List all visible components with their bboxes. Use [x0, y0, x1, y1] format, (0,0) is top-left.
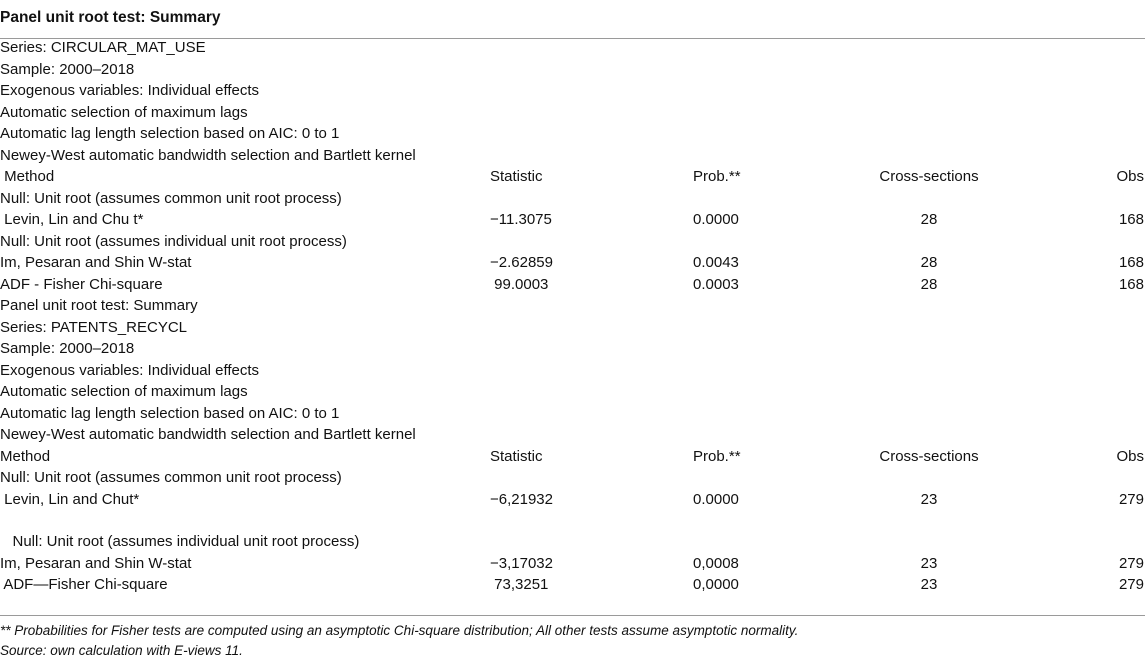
- row-label: Automatic selection of maximum lags: [0, 104, 248, 121]
- row-label: Null: Unit root (assumes individual unit root process): [0, 233, 347, 250]
- table-row: [0, 37, 1145, 58]
- cross-sections-cell: 28: [920, 211, 938, 228]
- table-row: [0, 360, 1145, 381]
- bottom-rule: [0, 615, 1145, 616]
- statistic-cell: −11.3075: [490, 211, 552, 228]
- statistic-cell: 73,3251: [490, 576, 549, 593]
- table-row: [0, 274, 1145, 295]
- obs-cell: Obs: [1116, 168, 1144, 185]
- obs-cell: Obs: [1116, 448, 1144, 465]
- prob-cell: 0.0000: [693, 491, 739, 508]
- table-row: [0, 252, 1145, 273]
- row-label: Exogenous variables: Individual effects: [0, 82, 260, 99]
- row-label: Automatic lag length selection based on AIC: 0 to 1: [0, 125, 340, 142]
- table-row: [0, 166, 1145, 187]
- row-label: ADF - Fisher Chi-square: [0, 276, 163, 293]
- row-label: Sample: 2000–2018: [0, 61, 135, 78]
- prob-cell: Prob.**: [693, 168, 741, 185]
- cross-sections-cell: Cross-sections: [879, 448, 979, 465]
- table-row: [0, 489, 1145, 510]
- row-label: Sample: 2000–2018: [0, 340, 135, 357]
- obs-cell: 279: [1118, 576, 1144, 593]
- obs-cell: 168: [1118, 276, 1144, 293]
- table-row: [0, 231, 1145, 252]
- table-row: [0, 80, 1145, 101]
- prob-cell: 0.0000: [693, 211, 739, 228]
- row-label: Automatic selection of maximum lags: [0, 383, 248, 400]
- statistic-cell: Statistic: [490, 168, 543, 185]
- row-label: Method: [0, 448, 51, 465]
- prob-cell: 0.0043: [693, 254, 739, 271]
- table-row: [0, 467, 1145, 488]
- table-row: [0, 188, 1145, 209]
- table-row: [0, 145, 1145, 166]
- table-row: [0, 574, 1145, 595]
- row-label: Null: Unit root (assumes individual unit root process): [0, 533, 360, 550]
- obs-cell: 279: [1118, 491, 1144, 508]
- table-row: [0, 424, 1145, 445]
- row-label: Series: CIRCULAR_MAT_USE: [0, 39, 206, 56]
- table-row: [0, 381, 1145, 402]
- row-label: Im, Pesaran and Shin W-stat: [0, 254, 192, 271]
- row-label: Exogenous variables: Individual effects: [0, 362, 260, 379]
- table-row: [0, 446, 1145, 467]
- row-label: Newey-West automatic bandwidth selection and Bartlett kernel: [0, 147, 416, 164]
- cross-sections-cell: 23: [920, 491, 938, 508]
- row-label: Newey-West automatic bandwidth selection and Bartlett kernel: [0, 426, 416, 443]
- table-row: [0, 209, 1145, 230]
- row-label: Null: Unit root (assumes common unit root process): [0, 190, 342, 207]
- table-row: [0, 403, 1145, 424]
- row-label: Automatic lag length selection based on AIC: 0 to 1: [0, 405, 340, 422]
- table-title: Panel unit root test: Summary: [0, 9, 221, 26]
- table-row: [0, 531, 1145, 552]
- obs-cell: 279: [1118, 555, 1144, 572]
- table-row: [0, 59, 1145, 80]
- prob-cell: 0,0000: [693, 576, 739, 593]
- row-label: Levin, Lin and Chut*: [0, 491, 140, 508]
- table-row: [0, 317, 1145, 338]
- row-label: ADF—Fisher Chi-square: [0, 576, 168, 593]
- cross-sections-cell: 23: [920, 576, 938, 593]
- table-row: [0, 102, 1145, 123]
- prob-cell: 0,0008: [693, 555, 739, 572]
- table-row: [0, 338, 1145, 359]
- footnote-probabilities: ** Probabilities for Fisher tests are computed using an asymptotic Chi-square distribution; All other tests assume asymptotic normality.: [0, 623, 799, 638]
- row-label: Levin, Lin and Chu t*: [0, 211, 144, 228]
- cross-sections-cell: 23: [920, 555, 938, 572]
- table-row: [0, 123, 1145, 144]
- row-label: Null: Unit root (assumes common unit root process): [0, 469, 342, 486]
- row-label: Series: PATENTS_RECYCL: [0, 319, 187, 336]
- table-row: [0, 553, 1145, 574]
- cross-sections-cell: 28: [920, 254, 938, 271]
- cross-sections-cell: 28: [920, 276, 938, 293]
- obs-cell: 168: [1118, 254, 1144, 271]
- prob-cell: Prob.**: [693, 448, 741, 465]
- statistic-cell: Statistic: [490, 448, 543, 465]
- statistic-cell: −2.62859: [490, 254, 553, 271]
- statistic-cell: −3,17032: [490, 555, 553, 572]
- footnote-source: Source: own calculation with E-views 11.: [0, 643, 243, 658]
- row-label: Method: [0, 168, 55, 185]
- row-label: Panel unit root test: Summary: [0, 297, 198, 314]
- row-label: Im, Pesaran and Shin W-stat: [0, 555, 192, 572]
- obs-cell: 168: [1118, 211, 1144, 228]
- prob-cell: 0.0003: [693, 276, 739, 293]
- table-row: [0, 295, 1145, 316]
- cross-sections-cell: Cross-sections: [879, 168, 979, 185]
- statistic-cell: 99.0003: [490, 276, 549, 293]
- statistic-cell: −6,21932: [490, 491, 553, 508]
